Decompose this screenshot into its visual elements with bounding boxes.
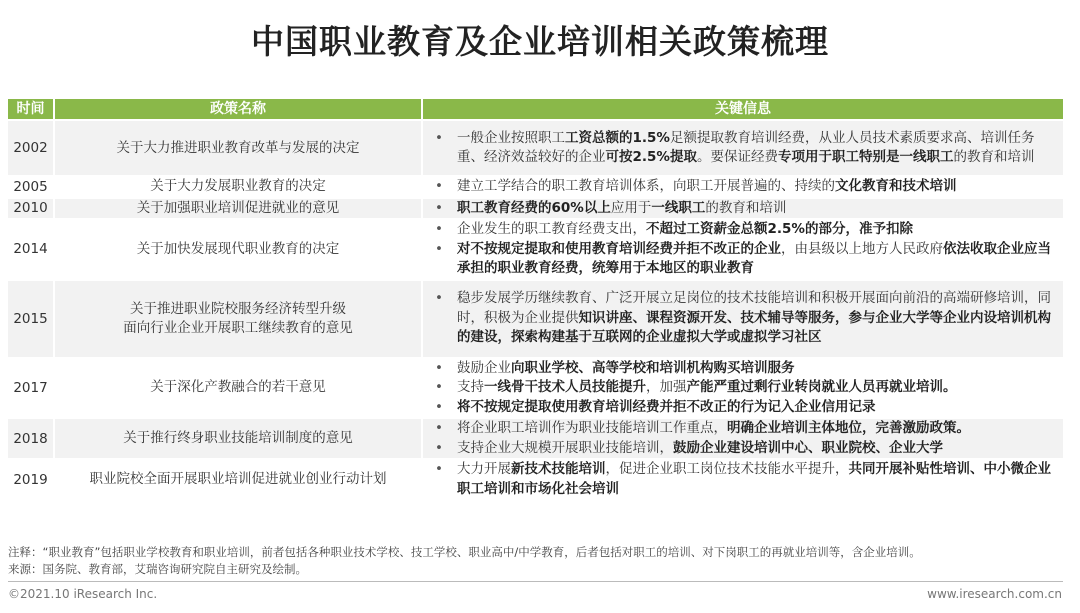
info-text: 建立工学结合的职工教育培训体系，向职工开展普遍的、持续的 — [457, 178, 835, 194]
key-info-item — [425, 240, 1061, 279]
info-text: ，促进企业职工岗位技术技能水平提升， — [605, 461, 849, 477]
row-key-info — [423, 197, 1063, 219]
row-key-info — [423, 357, 1063, 418]
highlight-text: 文化教育和技术培训 — [835, 178, 957, 194]
info-text: 鼓励企业 — [457, 359, 511, 376]
info-text: ，加强 — [646, 379, 687, 395]
highlight-text: 将不按规定提取使用教育培训经费并拒不改正的行为记入企业信用记录 — [457, 398, 876, 415]
table-row — [8, 197, 1063, 219]
info-text: 支持 — [457, 379, 484, 395]
row-policy-name — [55, 119, 423, 175]
row-year: 2015 — [8, 279, 55, 357]
info-text: 。要保证经费 — [696, 149, 778, 165]
page-title: 中国职业教育及企业培训相关政策梳理 — [251, 22, 829, 61]
table-body — [8, 119, 1063, 499]
source-text: 来源：国务院、教育部，艾瑞咨询研究院自主研究及绘制。 — [8, 562, 307, 576]
highlight-text: 职工教育经费的60%以上 — [457, 199, 611, 216]
key-info-item — [425, 359, 1061, 379]
table-row — [8, 218, 1063, 279]
row-policy-name — [55, 458, 423, 499]
highlight-text: 鼓励企业建设培训中心、职业院校、企业大学 — [673, 439, 943, 456]
info-text: 的教育和培训 — [953, 149, 1035, 165]
row-policy-name — [55, 197, 423, 219]
info-text: 企业发生的职工教育经费支出， — [457, 221, 646, 237]
info-text: 大力开展 — [457, 461, 511, 477]
policy-name-line: 关于大力发展职业教育的决定 — [150, 178, 326, 195]
policy-name-line: 关于加快发展现代职业教育的决定 — [136, 240, 340, 257]
table-row — [8, 175, 1063, 197]
highlight-text: 向职业学校、高等学校和培训机构购买培训服务 — [511, 359, 795, 376]
policy-table — [8, 99, 1063, 499]
policy-name-line: 关于大力推进职业教育改革与发展的决定 — [116, 139, 360, 156]
row-year: 2019 — [8, 458, 55, 499]
key-info-list — [425, 220, 1061, 279]
highlight-text: 工资总额的1.5% — [565, 129, 670, 146]
key-info-item — [425, 220, 1061, 240]
info-text: 足额提取教育培训经费，从业人员技术素质要求高、培训任务重、经济效益较好的企业 — [457, 129, 1035, 165]
highlight-text: 新技术技能培训 — [511, 461, 606, 477]
highlight-text: 产能严重过剩行业转岗就业人员再就业培训。 — [686, 379, 957, 395]
info-text: ，由县级以上地方人民政府 — [781, 240, 943, 257]
row-year: 2010 — [8, 197, 55, 219]
row-key-info — [423, 218, 1063, 279]
key-info-list — [425, 129, 1061, 168]
highlight-text: 对不按规定提取和使用教育培训经费并拒不改正的企业 — [457, 240, 781, 257]
highlight-text: 知识讲座、课程资源开发、技术辅导等服务，参与企业大学等企业内设培训机构的建设，探索构建基于互联网的企业虚拟大学或虚拟学习社区 — [457, 309, 1051, 346]
policy-name-line: 关于深化产教融合的若干意见 — [150, 379, 326, 396]
highlight-text: 依法收取企业应当承担的职业教育经费，统筹用于本地区的职业教育 — [457, 240, 1051, 276]
table-row — [8, 458, 1063, 499]
highlight-text: 一线骨干技术人员技能提升 — [484, 379, 646, 395]
row-policy-name — [55, 218, 423, 279]
info-text: 应用于 — [610, 199, 652, 216]
table-row — [8, 279, 1063, 357]
key-info-list — [425, 359, 1061, 418]
policy-name-line: 面向行业企业开展职工继续教育的意见 — [123, 319, 353, 336]
header-key-info: 关键信息 — [423, 99, 1063, 119]
key-info-list — [425, 419, 1061, 458]
header-time: 时间 — [8, 99, 55, 119]
key-info-item — [425, 289, 1061, 348]
table-row — [8, 417, 1063, 458]
header-policy-name: 政策名称 — [55, 99, 423, 119]
key-info-list — [425, 199, 1061, 219]
row-policy-name — [55, 417, 423, 458]
info-text: 支持企业大规模开展职业技能培训， — [457, 439, 673, 456]
policy-name-line: 关于推行终身职业技能培训制度的意见 — [123, 430, 353, 446]
copyright: ©2021.10 iResearch Inc. — [8, 587, 158, 601]
row-policy-name — [55, 279, 423, 357]
policy-name-line: 关于加强职业培训促进就业的意见 — [136, 199, 340, 216]
info-text: 将企业职工培训作为职业技能培训工作重点， — [457, 420, 727, 436]
row-year: 2005 — [8, 175, 55, 197]
table-row — [8, 357, 1063, 418]
highlight-text: 明确企业培训主体地位，完善激励政策。 — [727, 420, 970, 436]
row-key-info — [423, 279, 1063, 357]
policy-name-line: 关于推进职业院校服务经济转型升级 — [130, 300, 346, 317]
key-info-list — [425, 460, 1061, 499]
info-text: 的教育和培训 — [705, 199, 787, 216]
key-info-list — [425, 177, 1061, 197]
row-key-info — [423, 458, 1063, 499]
website-link[interactable]: www.iresearch.com.cn — [927, 587, 1062, 601]
key-info-item — [425, 439, 1061, 459]
key-info-item — [425, 398, 1061, 418]
row-year: 2017 — [8, 357, 55, 418]
highlight-text: 可按2.5%提取 — [605, 149, 697, 165]
row-policy-name — [55, 175, 423, 197]
highlight-text: 共同开展补贴性培训、中小微企业职工培训和市场化社会培训 — [457, 461, 1051, 497]
policy-name-line: 职业院校全面开展职业培训促进就业创业行动计划 — [89, 471, 387, 487]
row-key-info — [423, 417, 1063, 458]
info-text: 稳步发展学历继续教育、广泛开展立足岗位的技术技能培训和积极开展面向前沿的高端研修培训，同时，积极为企业提供 — [457, 290, 1051, 326]
row-year: 2014 — [8, 218, 55, 279]
highlight-text: 一线职工 — [651, 199, 706, 216]
row-year: 2002 — [8, 119, 55, 175]
footnote — [8, 544, 921, 578]
table-header-row — [8, 99, 1063, 119]
row-policy-name — [55, 357, 423, 418]
row-year: 2018 — [8, 417, 55, 458]
key-info-item — [425, 199, 1061, 219]
key-info-item — [425, 460, 1061, 499]
note-text: 注释：“职业教育”包括职业学校教育和职业培训，前者包括各种职业技术学校、技工学校、职业高中/中学教育，后者包括对职工的培训、对下岗职工的再就业培训等，含企业培训。 — [8, 545, 921, 559]
key-info-list — [425, 289, 1061, 348]
key-info-item — [425, 419, 1061, 439]
footer-divider — [8, 581, 1063, 582]
highlight-text: 专项用于职工特别是一线职工 — [777, 149, 954, 165]
key-info-item — [425, 378, 1061, 398]
row-key-info — [423, 175, 1063, 197]
row-key-info — [423, 119, 1063, 175]
table-row — [8, 119, 1063, 175]
key-info-item — [425, 177, 1061, 197]
info-text: 一般企业按照职工 — [457, 129, 565, 146]
highlight-text: 不超过工资薪金总额2.5%的部分，准予扣除 — [646, 221, 913, 237]
key-info-item — [425, 129, 1061, 168]
